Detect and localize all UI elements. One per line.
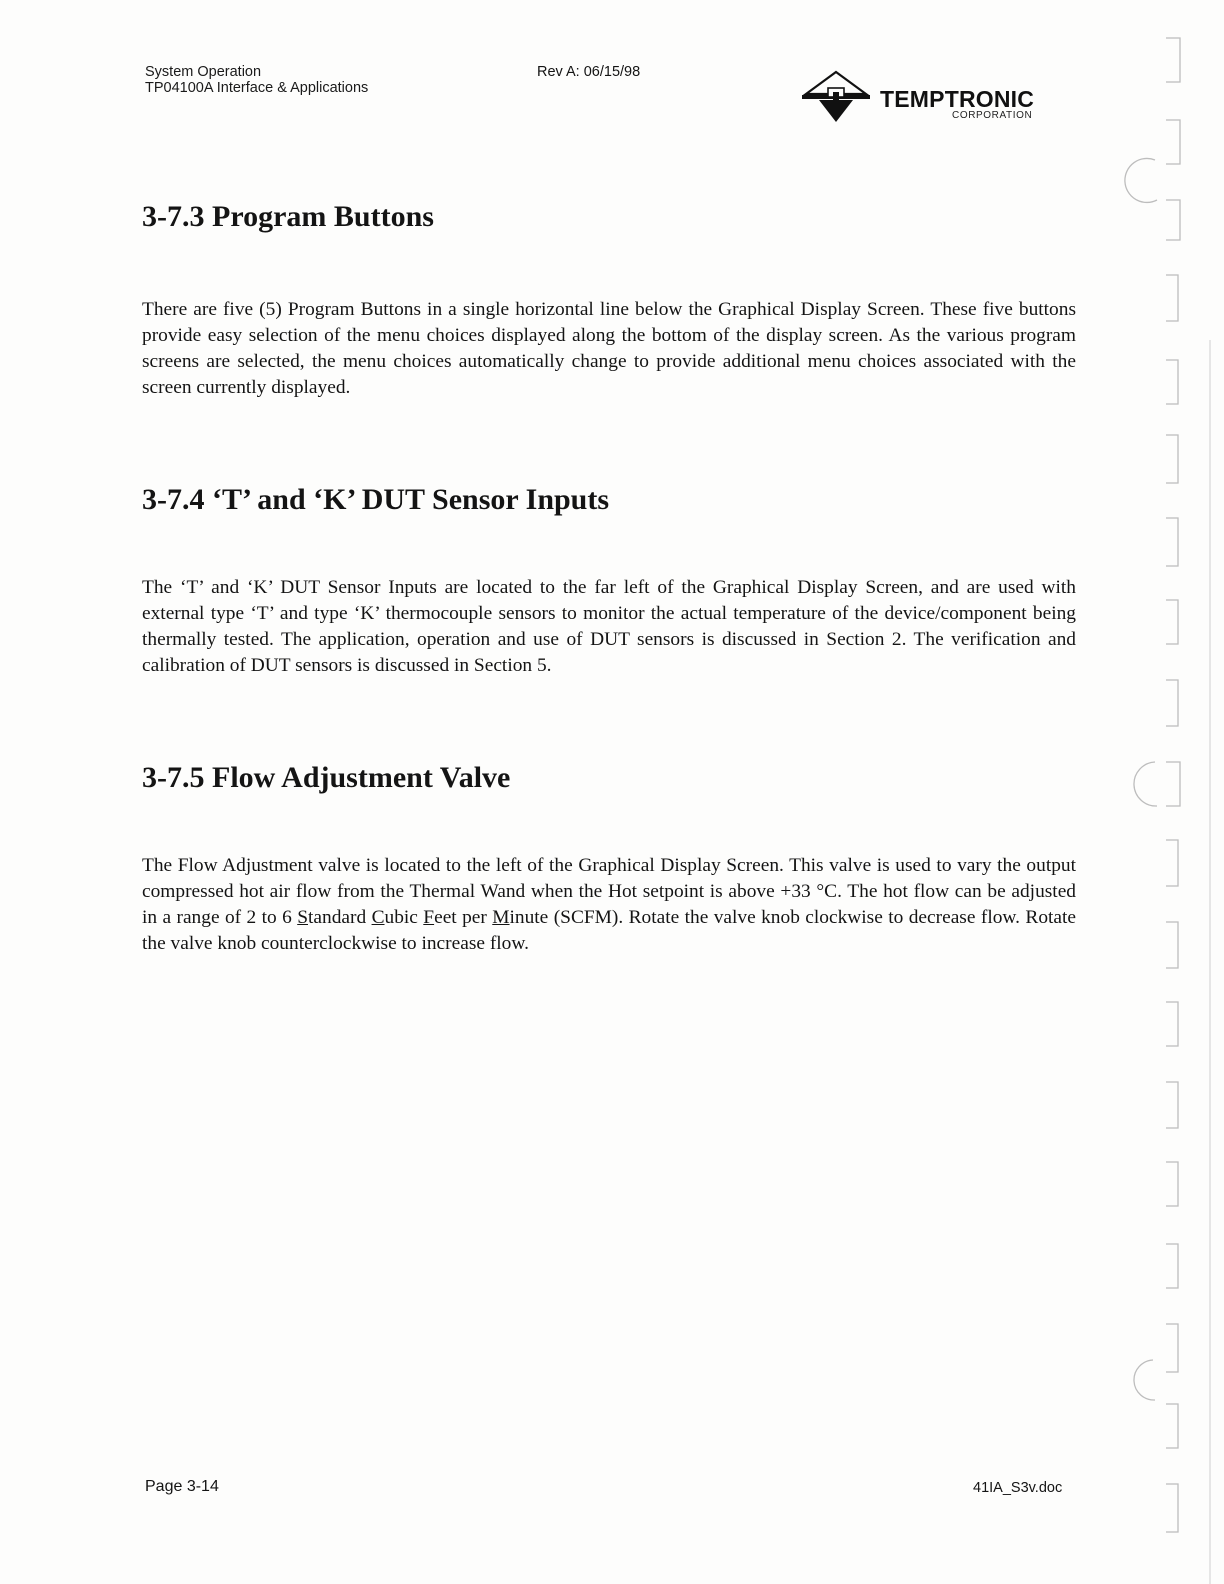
header-subtitle: TP04100A Interface & Applications [145, 80, 369, 96]
company-logo [800, 70, 1045, 130]
logo-company-name: TEMPTRONIC [880, 86, 1035, 112]
temptronic-logo-icon [800, 70, 872, 128]
flow-text-feet: eet per [434, 907, 493, 928]
logo-company-sub: CORPORATION [952, 110, 1033, 121]
header-revision: Rev A: 06/15/98 [537, 64, 641, 80]
acronym-letter-c: C [371, 907, 385, 928]
footer-page-number: Page 3-14 [145, 1478, 219, 1495]
flow-text-before: The Flow Adjustment valve is located to the left of the Graphical Display Screen. This valve is used to vary the output compressed hot air flow from the Thermal Wand when the Hot setpoint is above +33 °C. The hot flow can be adjusted in a range of 2 to 6 [142, 855, 1076, 928]
scanned-binding-edge [1110, 0, 1224, 1584]
section-heading-flow-adjustment-valve: 3-7.5 Flow Adjustment Valve [142, 761, 511, 794]
page-header-left [145, 64, 368, 96]
flow-text-cubic: ubic [384, 907, 424, 928]
footer-file-name: 41IA_S3v.doc [973, 1480, 1063, 1496]
acronym-letter-m: M [492, 907, 510, 928]
section-body-dut-sensor-inputs: The ‘T’ and ‘K’ DUT Sensor Inputs are located to the far left of the Graphical Display Screen, and are used with external type ‘T’ and type ‘K’ thermocouple sensors to monitor the actual temperature of the device/component being thermally tested. The application, operation and use of DUT sensors is discussed in Section 2. The verification and calibration of DUT sensors is discussed in Section 5. [142, 577, 1076, 676]
header-section-title: System Operation [145, 64, 262, 80]
acronym-letter-f: F [423, 907, 435, 928]
section-body-flow-adjustment-valve [142, 853, 1076, 957]
section-heading-program-buttons: 3-7.3 Program Buttons [142, 200, 434, 233]
acronym-letter-s: S [297, 907, 308, 928]
flow-text-standard: tandard [308, 907, 372, 928]
section-body-program-buttons: There are five (5) Program Buttons in a single horizontal line below the Graphical Display Screen. These five buttons provide easy selection of the menu choices displayed along the bottom of the display screen. As the various program screens are selected, the menu choices automatically change to provide additional menu choices associated with the screen currently displayed. [142, 299, 1076, 398]
flow-text-after: (SCFM). Rotate the valve knob clockwise to decrease flow. Rotate the valve knob counterclockwise to increase flow. [142, 907, 1077, 954]
section-heading-dut-sensor-inputs: 3-7.4 ‘T’ and ‘K’ DUT Sensor Inputs [142, 483, 610, 516]
flow-text-minute: inute [509, 907, 549, 928]
